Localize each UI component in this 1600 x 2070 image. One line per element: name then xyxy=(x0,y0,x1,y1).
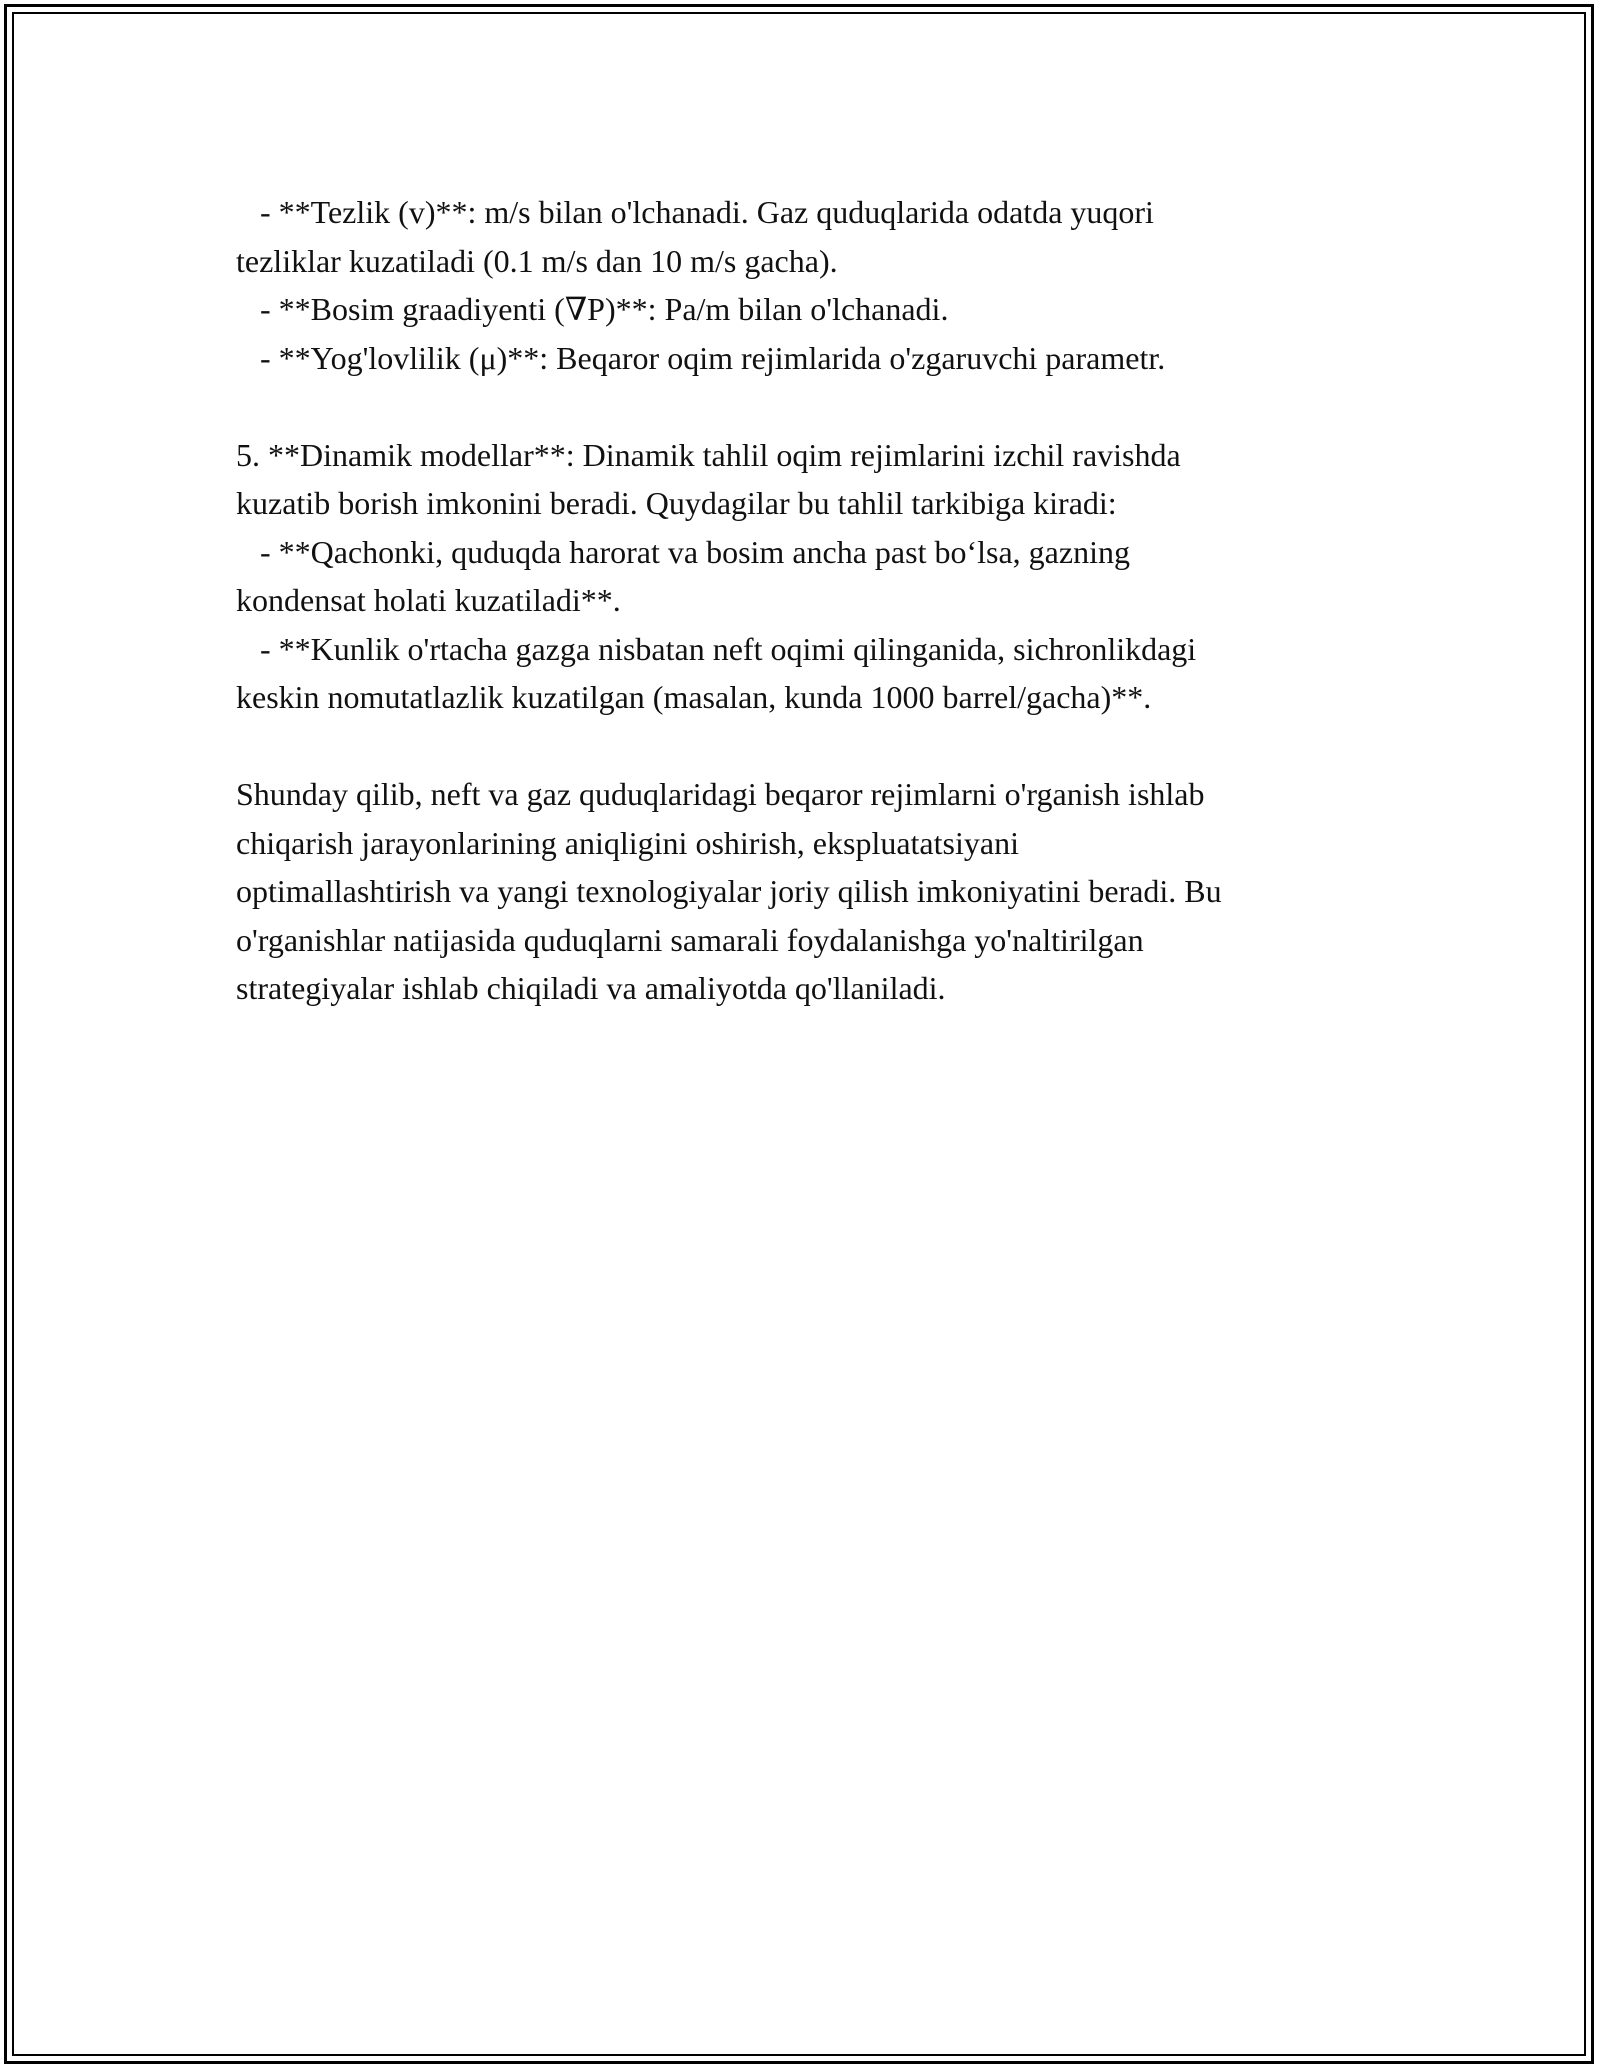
text-line: - **Qachonki, quduqda harorat va bosim ancha past bo‘lsa, gazning xyxy=(236,533,1130,570)
text-line: - **Kunlik o'rtacha gazga nisbatan neft oqimi qilinganida, sichronlikdagi xyxy=(236,630,1197,667)
text-line: keskin nomutatlazlik kuzatilgan (masalan, kunda 1000 barrel/gacha)**. xyxy=(236,679,1152,715)
text-line: - **Bosim graadiyenti (∇P)**: Pa/m bilan o'lchanadi. xyxy=(236,291,949,327)
text-line: optimallashtirish va yangi texnologiyalar joriy qilish imkoniyatini beradi. Bu xyxy=(236,873,1222,909)
text-line: tezliklar kuzatiladi (0.1 m/s dan 10 m/s gacha). xyxy=(236,242,838,279)
document-body xyxy=(236,188,1396,1013)
text-line: kuzatib borish imkonini beradi. Quydagilar bu tahlil tarkibiga kiradi: xyxy=(236,485,1117,521)
text-line: 5. **Dinamik modellar**: Dinamik tahlil oqim rejimlarini izchil ravishda xyxy=(236,436,1181,473)
text-line: kondensat holati kuzatiladi**. xyxy=(236,582,621,618)
paragraph-gap xyxy=(236,382,1396,431)
paragraph-gap xyxy=(236,722,1396,771)
text-line: strategiyalar ishlab chiqiladi va amaliyotda qo'llaniladi. xyxy=(236,970,946,1006)
text-line: Shunday qilib, neft va gaz quduqlaridagi beqaror rejimlarni o'rganish ishlab xyxy=(236,776,1205,812)
text-line: chiqarish jarayonlarining aniqligini oshirish, ekspluatatsiyani xyxy=(236,824,1019,861)
text-line: o'rganishlar natijasida quduqlarni samarali foydalanishga yo'naltirilgan xyxy=(236,921,1144,958)
text-line: - **Yog'lovlilik (μ)**: Beqaror oqim rejimlarida o'zgaruvchi parametr. xyxy=(236,339,1166,376)
text-line: - **Tezlik (v)**: m/s bilan o'lchanadi. Gaz quduqlarida odatda yuqori xyxy=(236,194,1154,230)
